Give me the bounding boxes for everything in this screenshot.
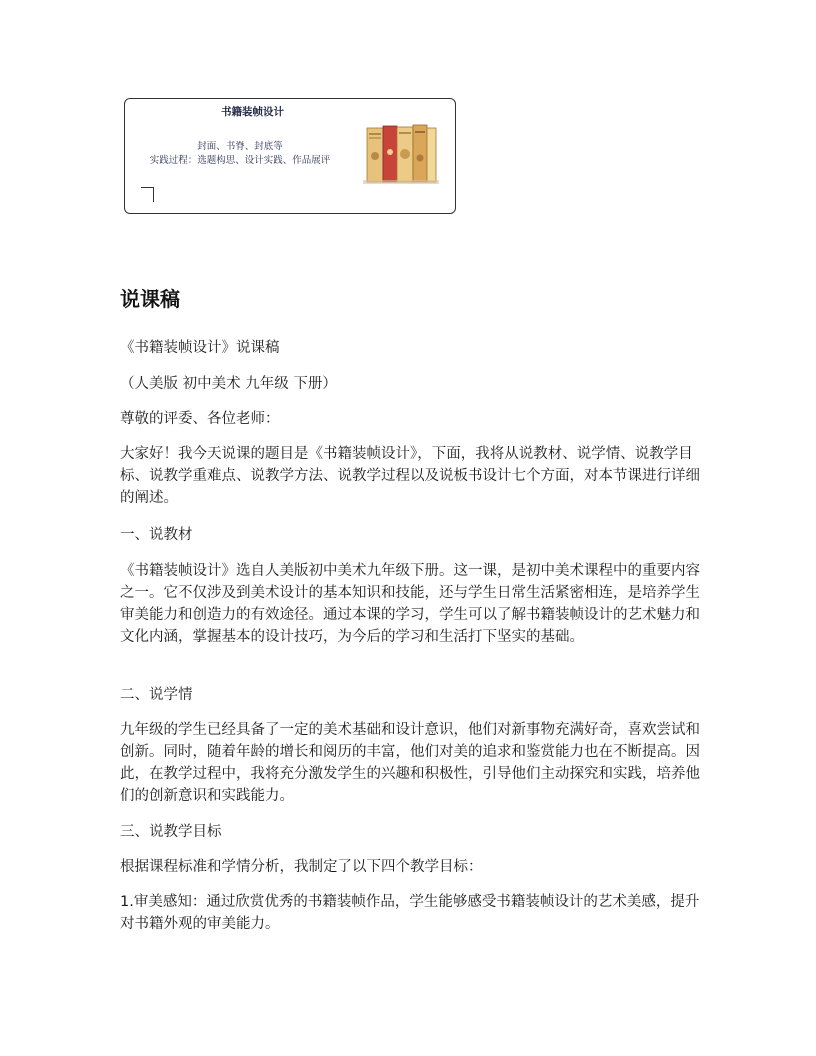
corner-mark: [141, 187, 154, 202]
paragraph-greeting: 尊敬的评委、各位老师：: [120, 411, 280, 427]
paragraph-objectives-intro: 根据课程标准和学情分析，我制定了以下四个教学目标：: [120, 859, 483, 875]
document-heading: 说课稿: [120, 287, 180, 311]
paragraph-edition: （人美版 初中美术 九年级 下册）: [120, 376, 337, 392]
paragraph-doc-title: 《书籍装帧设计》说课稿: [120, 340, 280, 356]
card-subtitle-process: 实践过程：选题构思、设计实践、作品展评: [149, 155, 331, 166]
paragraph-textbook: 《书籍装帧设计》选自人美版初中美术九年级下册。这一课，是初中美术课程中的重要内容之一。它不仅涉及到美术设计的基本知识和技能，还与学生日常生活紧密相连，是培养学生审美能力和创造力的有效途径。通过本课的学习，学生可以了解书籍装帧设计的艺术魅力和文化内涵，掌握基本的设计技巧，为今后的学习和生活打下坚实的基础。: [120, 563, 700, 645]
paragraph-students: 九年级的学生已经具备了一定的美术基础和设计意识，他们对新事物充满好奇，喜欢尝试和创新。同时，随着年龄的增长和阅历的丰富，他们对美的追求和鉴赏能力也在不断提高。因此，在教学过程中，我将充分激发学生的兴趣和积极性，引导他们主动探究和实践，培养他们的创新意识和实践能力。: [120, 722, 700, 804]
section-heading-textbook: 一、说教材: [120, 527, 193, 543]
section-heading-students: 二、说学情: [120, 687, 193, 703]
card-title: 书籍装帧设计: [221, 106, 284, 118]
paragraph-objective-1: 1.审美感知：通过欣赏优秀的书籍装帧作品，学生能够感受书籍装帧设计的艺术美感，提升对书籍外观的审美能力。: [120, 894, 700, 932]
books-image-icon: [363, 122, 439, 184]
paragraph-intro: 大家好！我今天说课的题目是《书籍装帧设计》，下面，我将从说教材、说学情、说教学目标、说教学重难点、说教学方法、说教学过程以及说板书设计七个方面，对本节课进行详细的阐述。: [120, 446, 700, 506]
card-subtitle-parts: 封面、书脊、封底等: [197, 141, 283, 152]
section-heading-objectives: 三、说教学目标: [120, 824, 222, 840]
header-card: [124, 98, 456, 214]
